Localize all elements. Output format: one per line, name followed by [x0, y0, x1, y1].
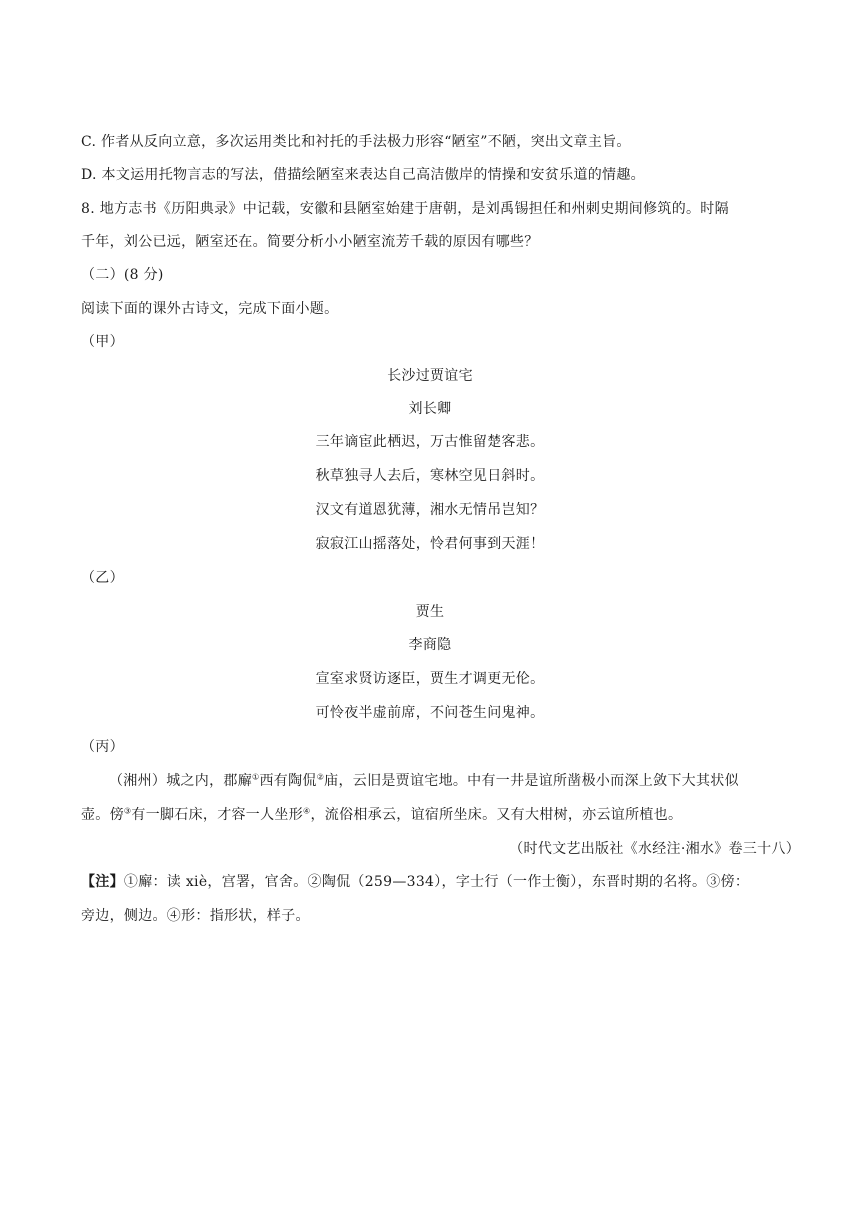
question-8-line-2: 千年，刘公已远，陋室还在。简要分析小小陋室流芳千载的原因有哪些？ [81, 234, 539, 250]
footnote-marker: ① [252, 772, 260, 782]
jia-poem-title: 长沙过贾谊宅 [387, 368, 473, 384]
footnote-marker: ④ [303, 806, 311, 816]
yi-poem-line: 宣室求贤访逐臣，贾生才调更无伦。 [315, 671, 545, 687]
jia-poem-author: 刘长卿 [408, 401, 452, 417]
yi-poem-title: 贾生 [415, 604, 445, 620]
note-line-2: 旁边，侧边。④形：指形状，样子。 [81, 908, 310, 924]
bing-label: （丙） [81, 739, 124, 755]
footnote-marker: ② [316, 772, 325, 782]
question-8-line-1: 8. 地方志书《历阳典录》中记载，安徽和县陋室始建于唐朝，是刘禹锡担任和州刺史期间修筑的。时隔 [81, 201, 729, 217]
option-c: C. 作者从反向立意，多次运用类比和衬托的手法极力形容“陋室”不陋，突出文章主旨。 [81, 134, 631, 150]
footnote-marker: ③ [123, 806, 132, 816]
yi-label: （乙） [81, 570, 124, 586]
yi-poem-author: 李商隐 [408, 637, 452, 653]
note-line-1: 【注】①廨：读 xiè，宫署，官舍。②陶侃（259—334），字士行（一作士衡），东晋时期的名将。③傍： [81, 874, 750, 890]
bing-source-citation: （时代文艺出版社《水经注·湘水》卷三十八） [509, 841, 800, 857]
bing-paragraph-line-1: （湘州）城之内，郡廨①西有陶侃②庙，云旧是贾谊宅地。中有一井是谊所凿极小而深上敛下大其状似 [109, 772, 739, 789]
note-tag: 【注】 [81, 874, 124, 890]
jia-poem-line: 寂寂江山摇落处，怜君何事到天涯！ [315, 536, 545, 552]
jia-label: （甲） [81, 334, 124, 350]
section-2-heading: （二）(8 分) [81, 267, 164, 283]
yi-poem-line: 可怜夜半虚前席，不问苍生问鬼神。 [315, 705, 545, 721]
bing-paragraph-line-2: 壶。傍③有一脚石床，才容一人坐形④，流俗相承云，谊宿所坐床。又有大柑树，亦云谊所植也。 [81, 806, 683, 823]
jia-poem-line: 汉文有道恩犹薄，湘水无情吊岂知？ [315, 502, 545, 518]
jia-poem-line: 三年谪宦此栖迟，万古惟留楚客悲。 [315, 434, 545, 450]
option-d: D. 本文运用托物言志的写法，借描绘陋室来表达自己高洁傲岸的情操和安贫乐道的情趣。 [81, 167, 645, 183]
jia-poem-line: 秋草独寻人去后，寒林空见日斜时。 [315, 468, 545, 484]
section-2-instruction: 阅读下面的课外古诗文，完成下面小题。 [81, 301, 339, 317]
